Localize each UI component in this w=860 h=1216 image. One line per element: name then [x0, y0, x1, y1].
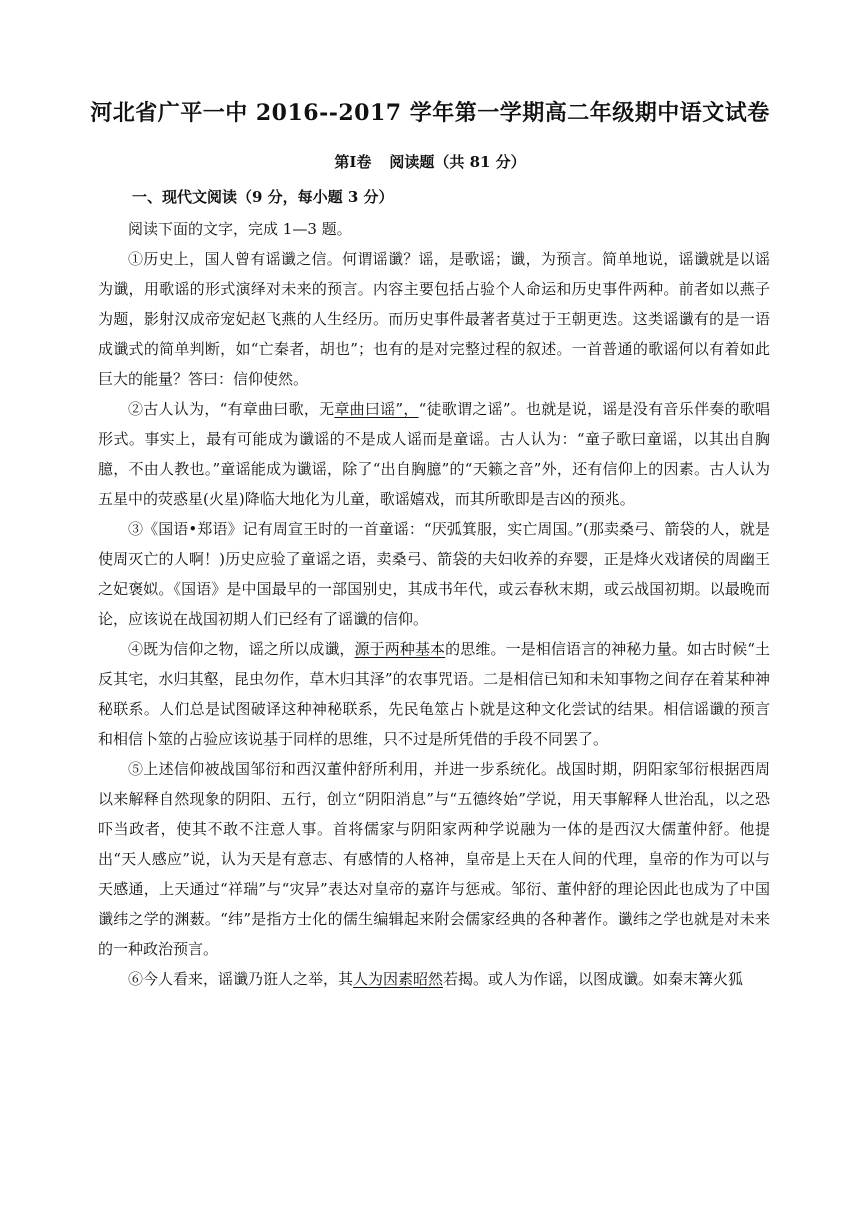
part-label: 第Ⅰ卷 [334, 153, 372, 171]
paragraph-4 [98, 634, 770, 754]
paragraph-6-text-b: 若揭。或人为作谣，以图成谶。如秦末篝火狐 [443, 970, 744, 988]
reading-passage [98, 214, 770, 994]
paragraph-2-text-a: ②古人认为，“有章曲曰歌，无 [128, 400, 335, 418]
paragraph-1: ①历史上，国人曾有谣谶之信。何谓谣谶？谣，是歌谣；谶，为预言。简单地说，谣谶就是以谣为谶，用歌谣的形式演绎对未来的预言。内容主要包括占验个人命运和历史事件两种。前者如以燕子为题，影射汉成帝宠妃赵飞燕的人生经历。而历史事件最著者莫过于王朝更迭。这类谣谶有的是一语成谶式的简单判断，如“亡秦者，胡也”；也有的是对完整过程的叙述。一首普通的歌谣何以有着如此巨大的能量？答曰：信仰使然。 [98, 250, 770, 388]
paragraph-3: ③《国语•郑语》记有周宣王时的一首童谣：“厌弧箕服，实亡周国。”(那卖桑弓、箭袋的人，就是使周灭亡的人啊！)历史应验了童谣之语，卖桑弓、箭袋的夫妇收养的弃婴，正是烽火戏诸侯的周幽王之妃褒姒。《国语》是中国最早的一部国别史，其成书年代，或云春秋末期，或云战国初期。以最晚而论，应该说在战国初期人们已经有了谣谶的信仰。 [98, 520, 770, 628]
instruction-paragraph: 阅读下面的文字，完成 1—3 题。 [128, 220, 352, 238]
paragraph-5: ⑤上述信仰被战国邹衍和西汉董仲舒所利用，并进一步系统化。战国时期，阴阳家邹衍根据西周以来解释自然现象的阴阳、五行，创立“阴阳消息”与“五德终始”学说，用天事解释人世治乱，以之恐吓当政者，使其不敢不注意人事。首将儒家与阴阳家两种学说融为一体的是西汉大儒董仲舒。他提出“天人感应”说，认为天是有意志、有感情的人格神，皇帝是上天在人间的代理，皇帝的作为可以与天感通，上天通过“祥瑞”与“灾异”表达对皇帝的嘉许与惩戒。邹衍、董仲舒的理论因此也成为了中国谶纬之学的渊薮。“纬”是指方士化的儒生编辑起来附会儒家经典的各种著作。谶纬之学也就是对未来的一种政治预言。 [98, 760, 770, 958]
paragraph-4-text-a: ④既为信仰之物，谣之所以成谶， [128, 640, 355, 658]
paragraph-2-underlined: 章曲曰谣”， [334, 400, 419, 418]
part-name: 阅读题（共 81 分） [389, 153, 526, 171]
paragraph-2-text-b: “徒歌谓之谣”。也就是说，谣是没有音乐伴奏的歌唱形式。事实上，最有可能成为谶谣的不是成人谣而是童谣。古人认为：“童子歌曰童谣，以其出自胸臆，不由人教也。”童谣能成为谶谣，除了“出自胸臆”的“天籁之音”外，还有信仰上的因素。古人认为五星中的荧惑星(火星)降临大地化为儿童，歌谣嬉戏，而其所歌即是吉凶的预兆。 [98, 400, 770, 508]
paragraph-4-text-b: 的思维。一是相信语言的神秘力量。如古时候“土反其宅，水归其壑，昆虫勿作，草木归其泽”的农事咒语。二是相信已知和未知事物之间存在着某种神秘联系。人们总是试图破译这种神秘联系，先民龟筮占卜就是这种文化尝试的结果。相信谣谶的预言和相信卜筮的占验应该说基于同样的思维，只不过是所凭借的手段不同罢了。 [98, 640, 770, 748]
paragraph-6-text-a: ⑥今人看来，谣谶乃诳人之举，其 [128, 970, 354, 988]
part-heading [0, 151, 860, 172]
paragraph-6 [98, 964, 770, 994]
section-heading: 一、现代文阅读（9 分，每小题 3 分） [132, 188, 394, 206]
exam-title: 河北省广平一中 2016--2017 学年第一学期高二年级期中语文试卷 [90, 100, 770, 126]
paragraph-2 [98, 394, 770, 514]
paragraph-6-underlined: 人为因素昭然 [353, 970, 444, 988]
paragraph-4-underlined: 源于两种基本 [354, 640, 446, 658]
